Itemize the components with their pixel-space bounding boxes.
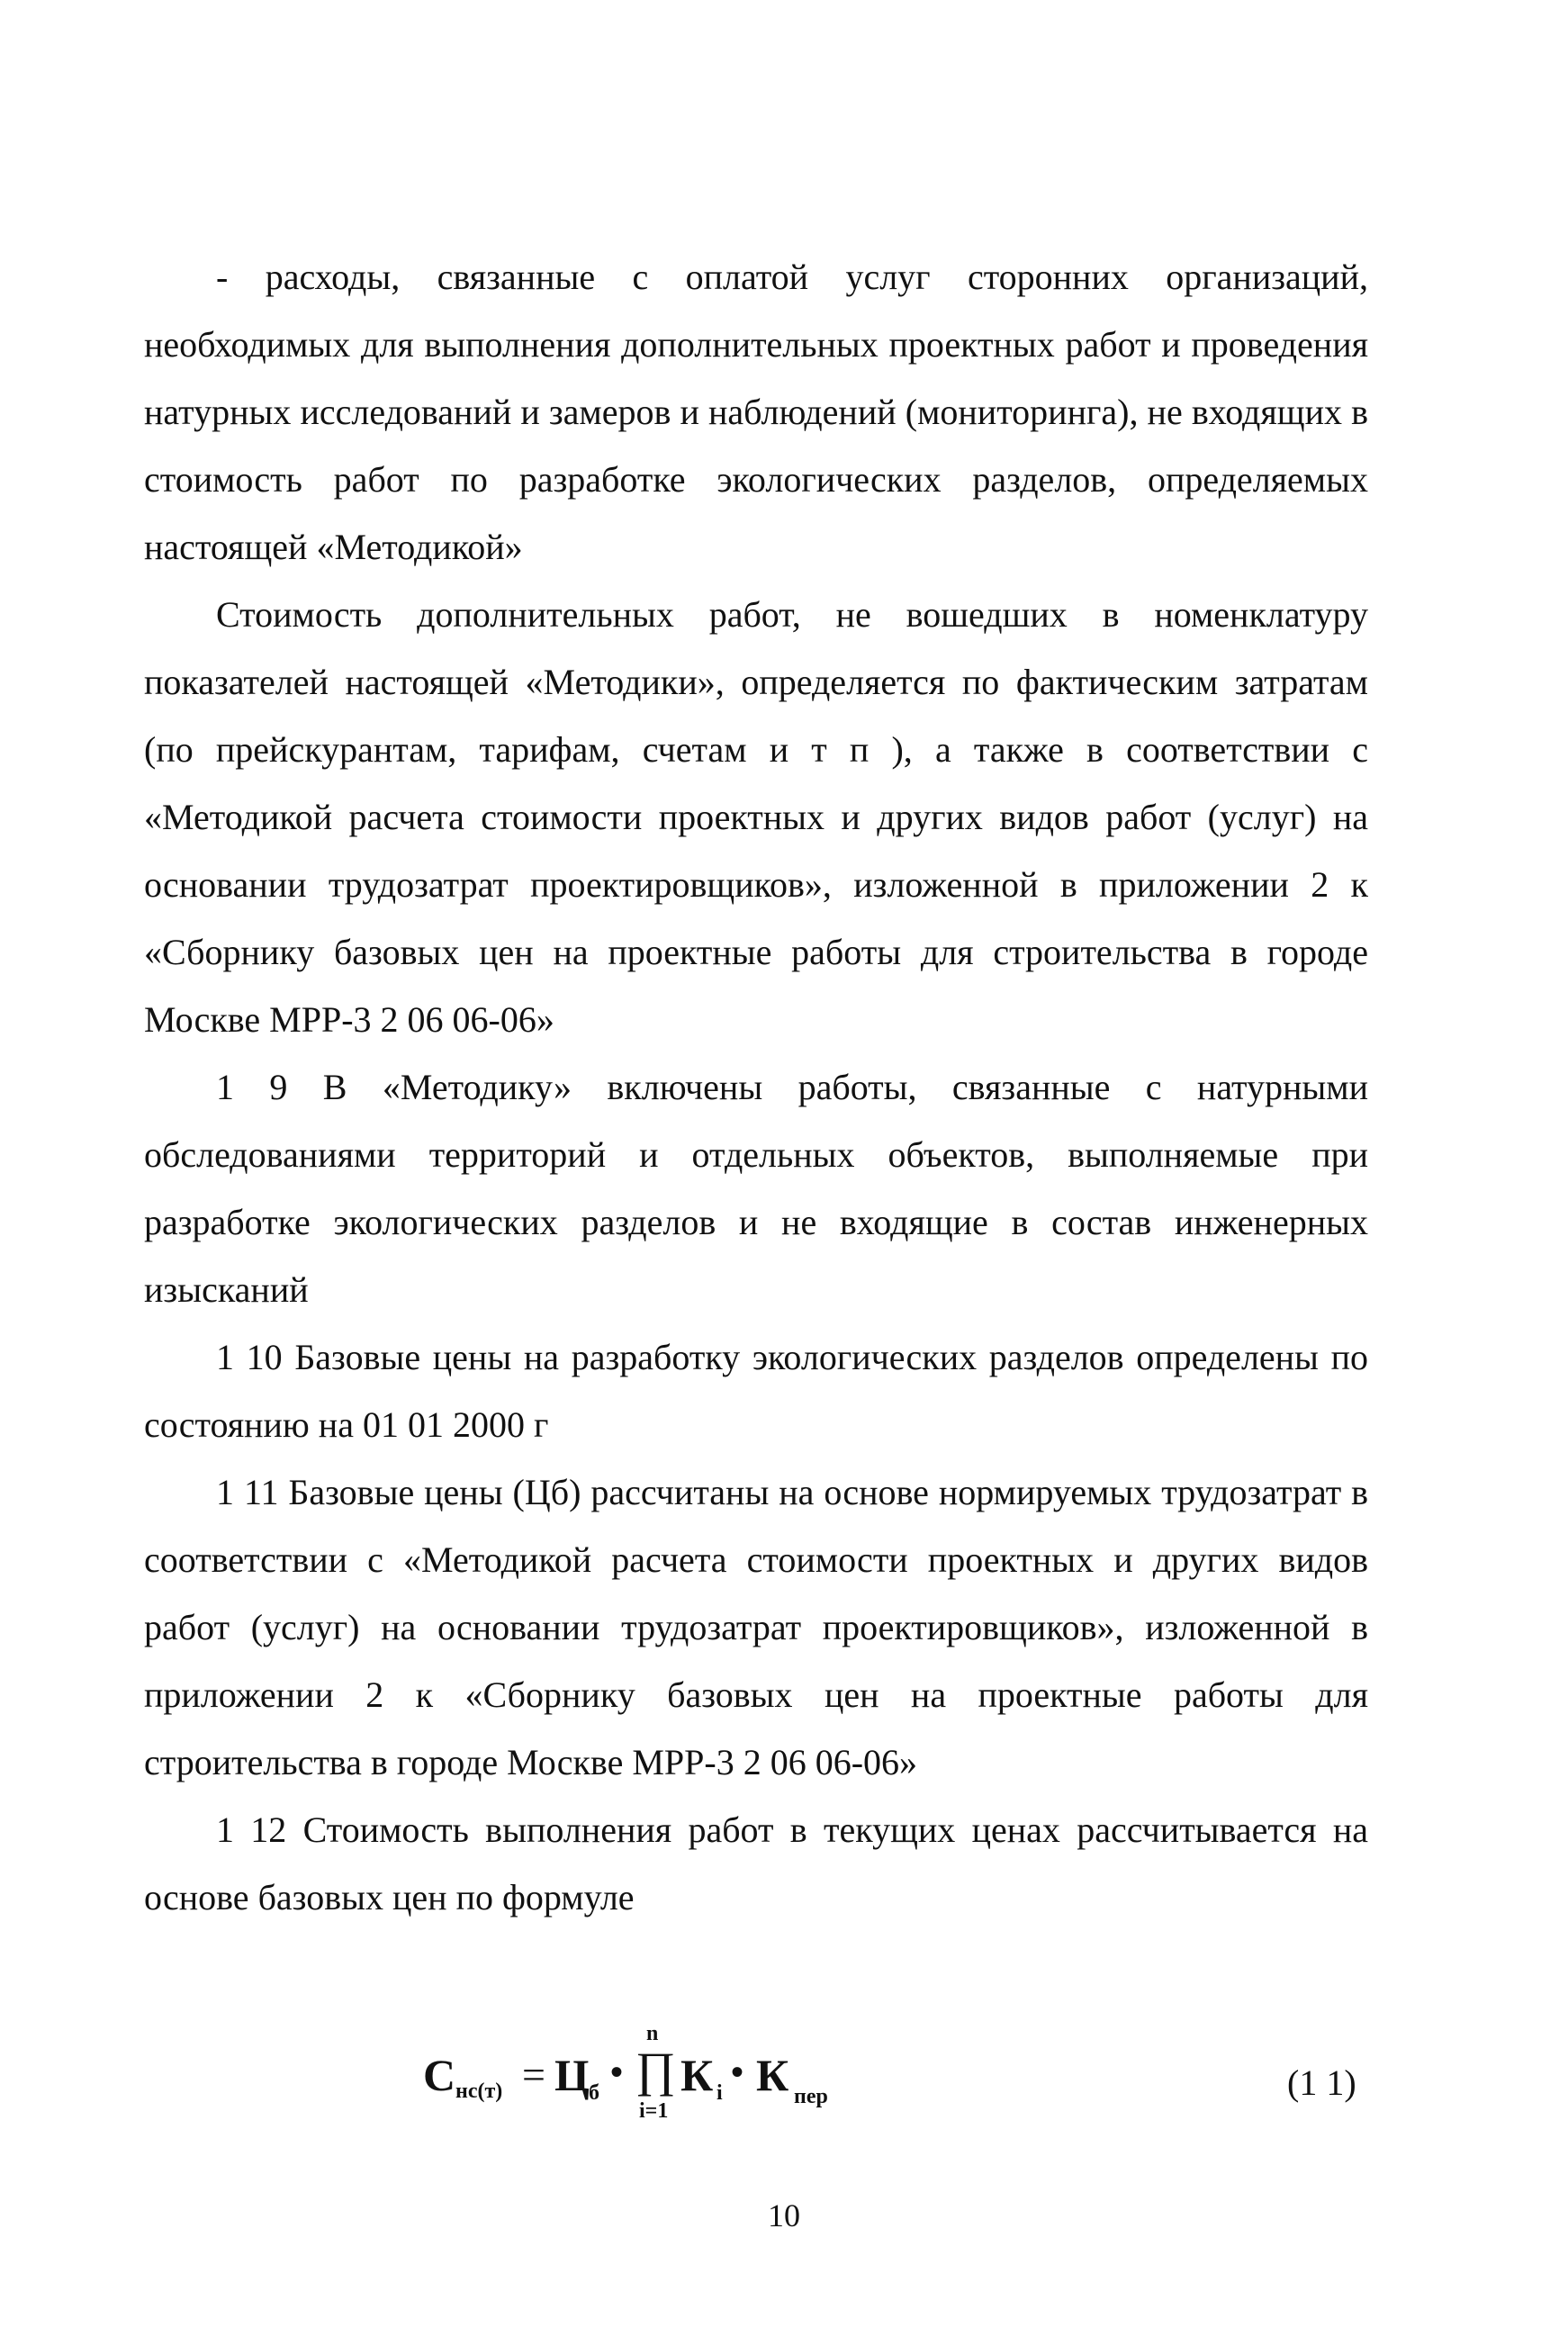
paragraph-text: 1 12 Стоимость выполнения работ в текущих ценах рассчитывается на основе базовых цен по формуле (144, 1809, 1368, 1917)
formula-ts: Ц (554, 2050, 590, 2100)
paragraph-text: - расходы, связанные с оплатой услуг сторонних организаций, необходимых для выполнения дополнительных проектных работ и проведения натурных исследований и замеров и наблюдений (мониторинга), не входящих в стоимость работ по разработке экологических разделов, определяемых настоящей «Методикой» (144, 257, 1368, 567)
equation-number: (1 1) (1287, 2062, 1356, 2103)
paragraph-1-10 (144, 1323, 1368, 1458)
page-number: 10 (768, 2197, 800, 2233)
paragraph-text: 1 9 В «Методику» включены работы, связанные с натурными обследованиями территорий и отдельных объектов, выполняемые при разработке экологических разделов и не входящие в состав инженерных изысканий (144, 1067, 1368, 1310)
formula-dot-1: • (610, 2052, 624, 2092)
formula-prod-top: n (646, 2022, 659, 2045)
paragraph-1-9 (144, 1053, 1368, 1323)
formula-c-sub: нс(т) (455, 2080, 503, 2103)
paragraph-text: 1 10 Базовые цены на разработку экологических разделов определены по состоянию на 01 01 2000 г (144, 1337, 1368, 1445)
paragraph-text: 1 11 Базовые цены (Цб) рассчитаны на основе нормируемых трудозатрат в соответствии с «Методикой расчета стоимости проектных и других видов работ (услуг) на основании трудозатрат проектировщиков», изложенной в приложении 2 к «Сборнику базовых цен на проектные работы для строительства в городе Москве МРР-3 2 06 06-06» (144, 1472, 1368, 1782)
formula-product-sign: ∏ (635, 2043, 676, 2097)
paragraph-1-11 (144, 1458, 1368, 1796)
paragraph-additional-works (144, 581, 1368, 1053)
formula-equals: = (522, 2052, 545, 2098)
formula-c: С (423, 2050, 456, 2100)
formula-prod-bottom: i=1 (639, 2099, 669, 2123)
formula-ts-sub: б (589, 2081, 599, 2105)
paragraph-expenses (144, 243, 1368, 581)
paragraph-text: Стоимость дополнительных работ, не вошедших в номенклатуру показателей настоящей «Методики», определяется по фактическим затратам (по прейскурантам, тарифам, счетам и т п ), а также в соответствии с «Методикой расчета стоимости проектных и других видов работ (услуг) на основании трудозатрат проектировщиков», изложенной в приложении 2 к «Сборнику базовых цен на проектные работы для строительства в городе Москве МРР-3 2 06 06-06» (144, 594, 1368, 1040)
formula-k-per: К (756, 2050, 789, 2100)
formula-k-sub: i (716, 2081, 723, 2105)
formula-k: К (680, 2050, 714, 2100)
paragraph-1-12 (144, 1796, 1368, 1931)
cost-formula (423, 2022, 1233, 2125)
formula-k-per-sub: пер (794, 2085, 828, 2108)
formula-dot-2: • (731, 2052, 744, 2092)
